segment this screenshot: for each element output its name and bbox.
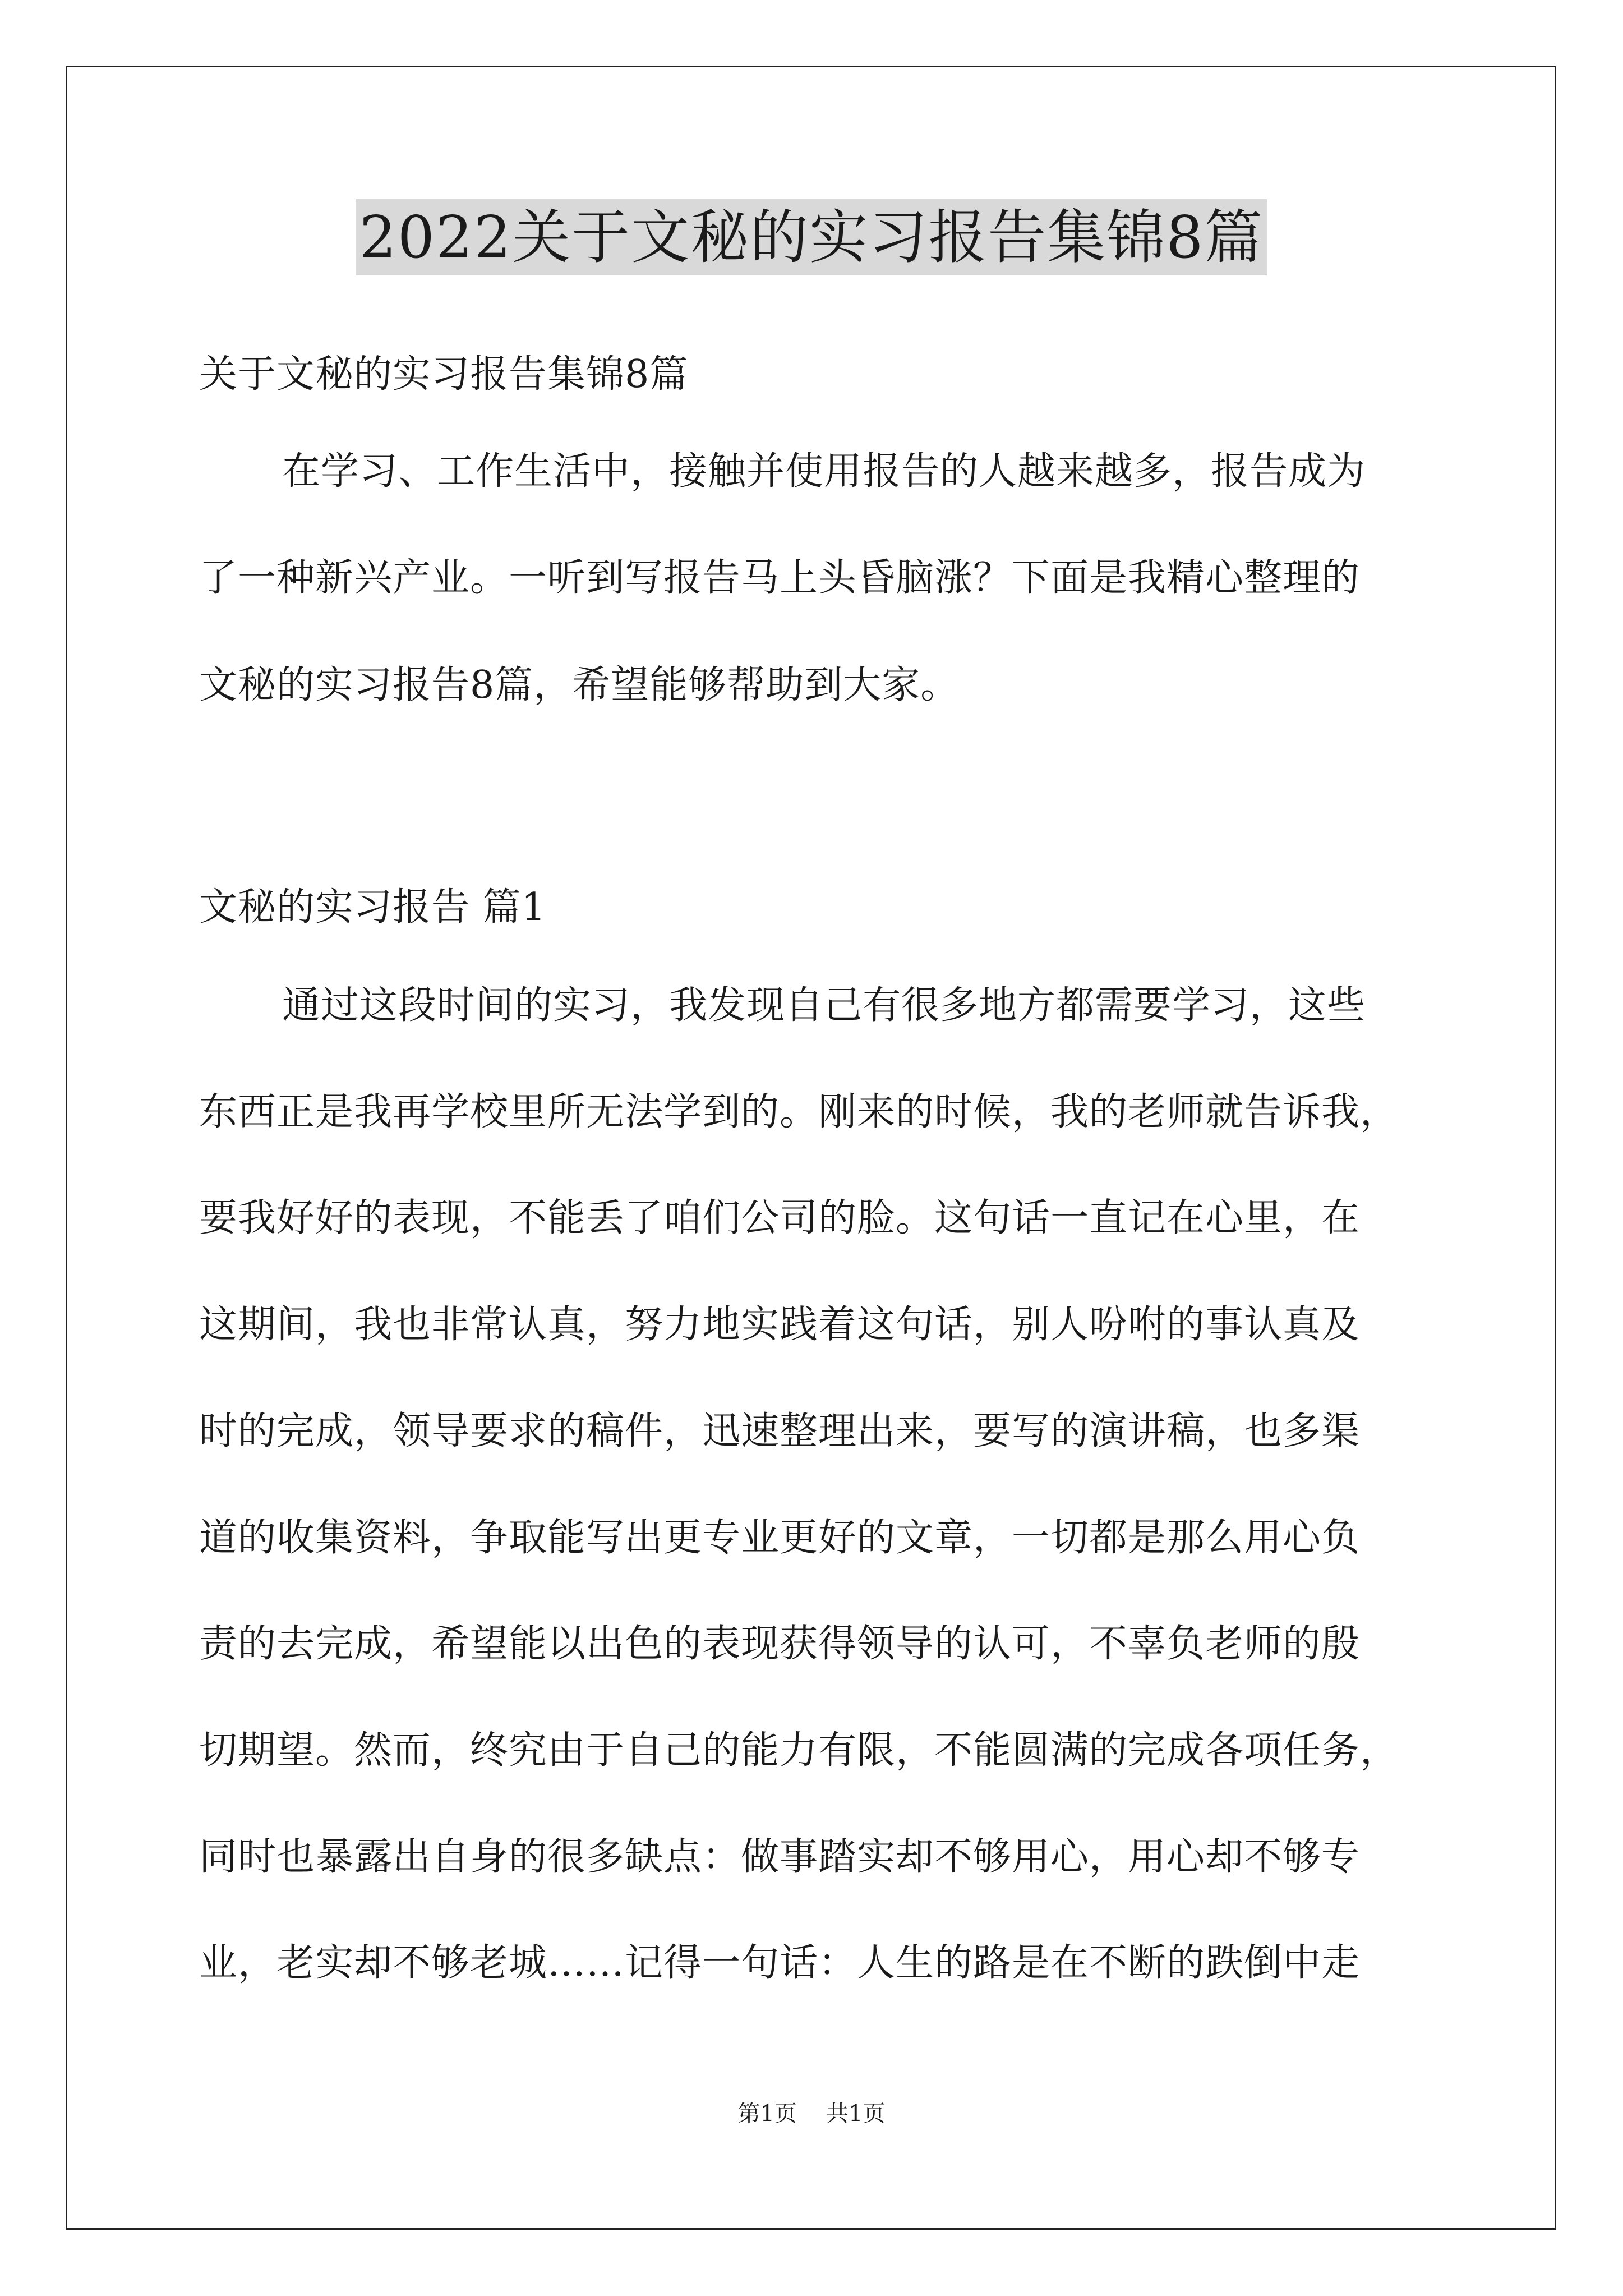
section-line-5: 时的完成，领导要求的稿件，迅速整理出来，要写的演讲稿，也多渠 bbox=[199, 1409, 1361, 1453]
section-line-9: 同时也暴露出自身的很多缺点：做事踏实却不够用心，用心却不够专 bbox=[199, 1835, 1361, 1879]
intro-line-3: 文秘的实习报告8篇，希望能够帮助到大家。 bbox=[199, 663, 960, 707]
intro-line-2: 了一种新兴产业。一听到写报告马上头昏脑涨？下面是我精心整理的 bbox=[199, 556, 1361, 600]
section-line-7: 责的去完成，希望能以出色的表现获得领导的认可，不辜负老师的殷 bbox=[199, 1622, 1361, 1666]
page-number: 第1页 bbox=[737, 2101, 797, 2127]
section-line-6: 道的收集资料，争取能写出更专业更好的文章，一切都是那么用心负 bbox=[199, 1516, 1361, 1560]
section-line-3: 要我好好的表现，不能丢了咱们公司的脸。这句话一直记在心里，在 bbox=[199, 1196, 1361, 1240]
section-line-4: 这期间，我也非常认真，努力地实践着这句话，别人吩咐的事认真及 bbox=[199, 1303, 1361, 1347]
section-line-1: 通过这段时间的实习，我发现自己有很多地方都需要学习，这些 bbox=[282, 983, 1366, 1028]
intro-line-1: 在学习、工作生活中，接触并使用报告的人越来越多，报告成为 bbox=[282, 449, 1366, 494]
section-line-2: 东西正是我再学校里所无法学到的。刚来的时候，我的老师就告诉我， bbox=[199, 1090, 1399, 1134]
page-footer bbox=[0, 2098, 1623, 2129]
document-subtitle: 关于文秘的实习报告集锦8篇 bbox=[199, 352, 689, 397]
section-heading: 文秘的实习报告 篇1 bbox=[199, 885, 546, 930]
page-total: 共1页 bbox=[826, 2101, 886, 2127]
title-wrapper bbox=[0, 199, 1623, 275]
section-line-10: 业，老实却不够老城……记得一句话：人生的路是在不断的跌倒中走 bbox=[199, 1941, 1361, 1985]
section-line-8: 切期望。然而，终究由于自己的能力有限，不能圆满的完成各项任务， bbox=[199, 1728, 1399, 1773]
document-title: 2022关于文秘的实习报告集锦8篇 bbox=[356, 199, 1267, 275]
